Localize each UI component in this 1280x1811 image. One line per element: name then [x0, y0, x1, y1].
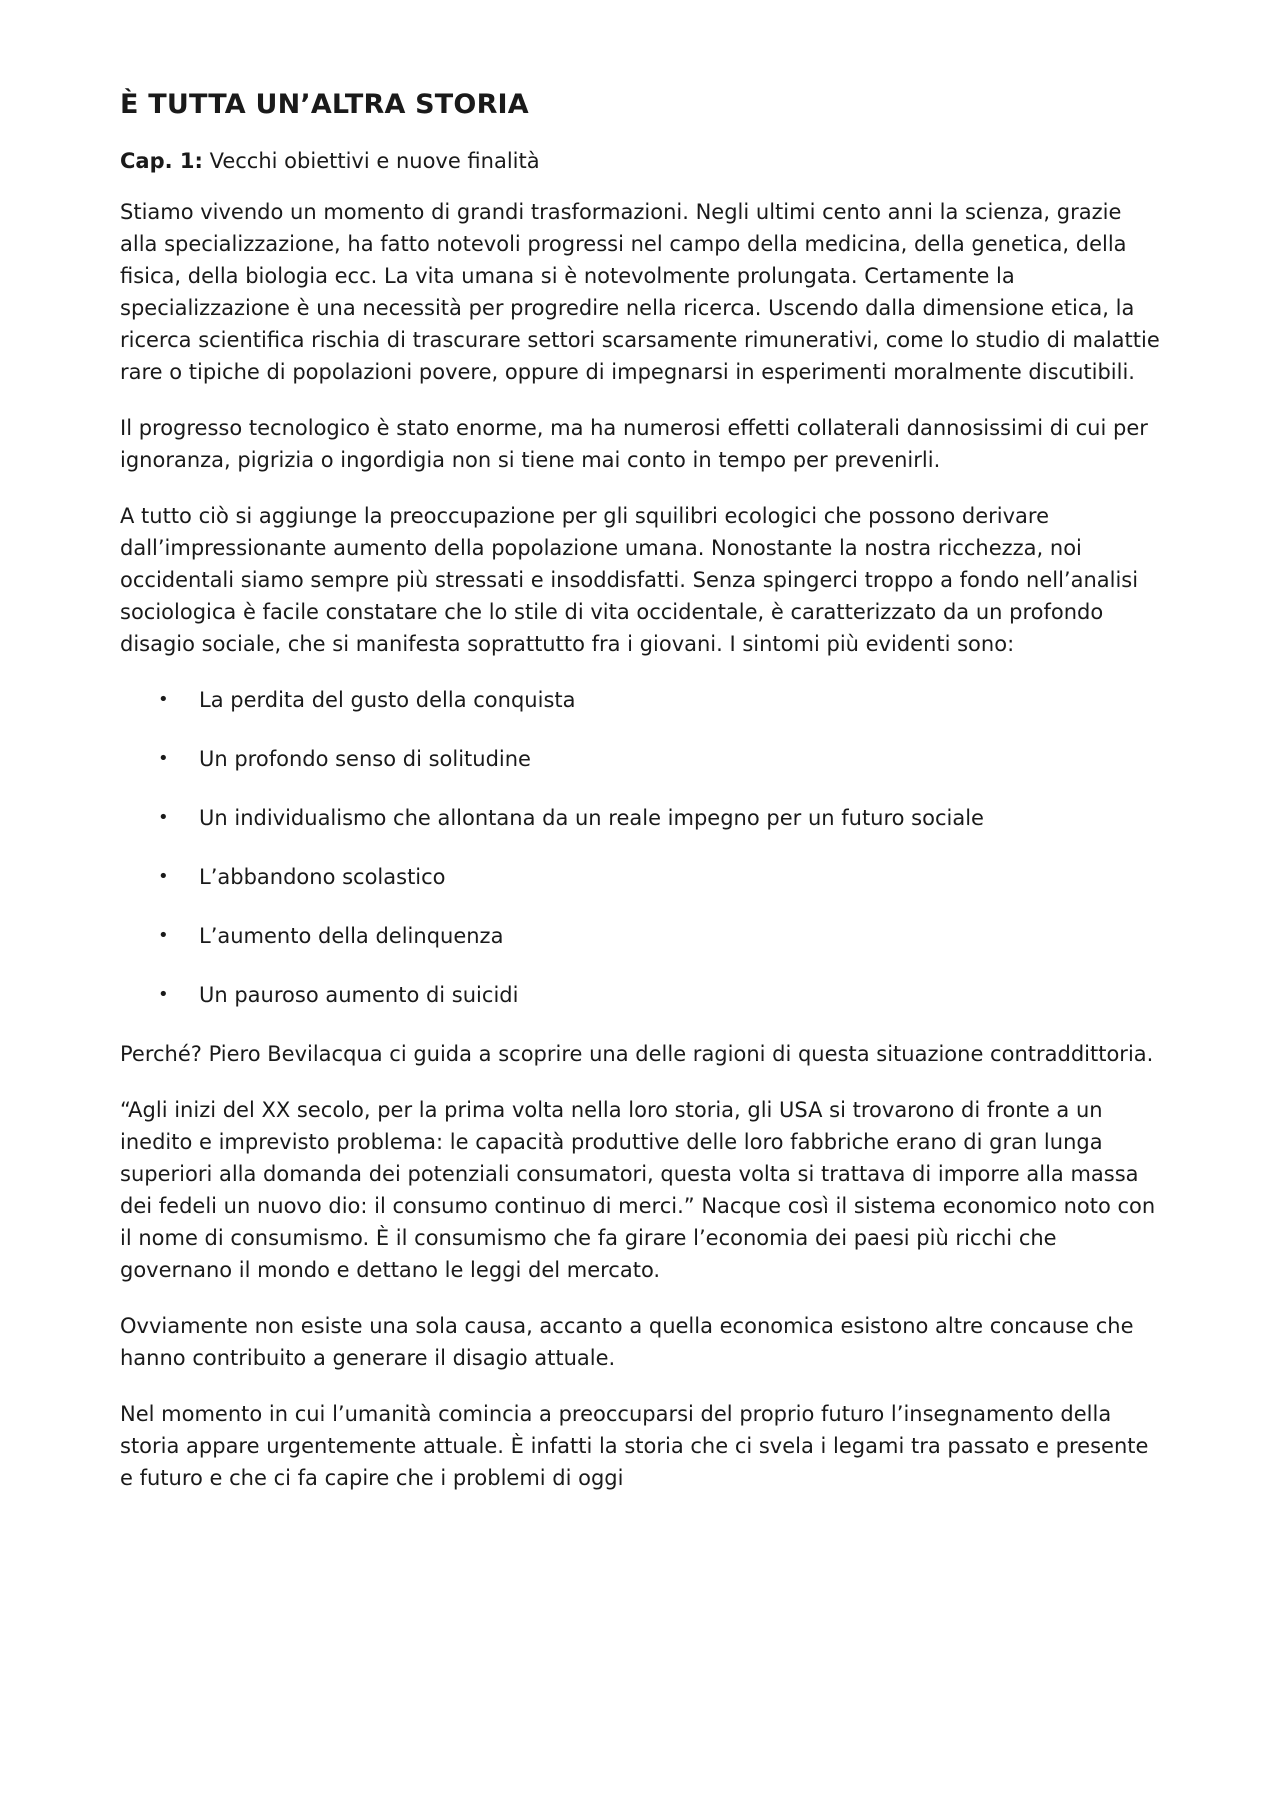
list-item — [120, 802, 1160, 834]
paragraph: Stiamo vivendo un momento di grandi trasformazioni. Negli ultimi cento anni la scienza, grazie alla specializzazione, ha fatto notevoli progressi nel campo della medicina, della genetica, della fisica, della biologia ecc. La vita umana si è notevolmente prolungata. Certamente la specializzazione è una necessità per progredire nella ricerca. Uscendo dalla dimensione etica, la ricerca scientifica rischia di trascurare settori scarsamente rimunerativi, come lo studio di malattie rare o tipiche di popolazioni povere, oppure di impegnarsi in esperimenti moralmente discutibili. — [120, 200, 1160, 384]
list-item — [120, 743, 1160, 775]
symptoms-list — [120, 684, 1160, 1011]
list-item-text: Un pauroso aumento di suicidi — [199, 983, 519, 1007]
bullet-icon: • — [158, 866, 169, 887]
list-item — [120, 979, 1160, 1011]
chapter-label: Cap. 1: — [120, 149, 203, 173]
paragraph: Nel momento in cui l’umanità comincia a preoccuparsi del proprio futuro l’insegnamento della storia appare urgentemente attuale. È infatti la storia che ci svela i legami tra passato e presente e futuro e che ci fa capire che i problemi di oggi — [120, 1402, 1149, 1490]
bullet-icon: • — [158, 807, 169, 828]
bullet-icon: • — [158, 925, 169, 946]
paragraph: A tutto ciò si aggiunge la preoccupazione per gli squilibri ecologici che possono derivare dall’impressionante aumento della popolazione umana. Nonostante la nostra ricchezza, noi occidentali siamo sempre più stressati e insoddisfatti. Senza spingerci troppo a fondo nell’analisi sociologica è facile constatare che lo stile di vita occidentale, è caratterizzato da un profondo disagio sociale, che si manifesta soprattutto fra i giovani. I sintomi più evidenti sono: — [120, 504, 1139, 656]
bullet-icon: • — [158, 689, 169, 710]
document-title: È TUTTA UN’ALTRA STORIA — [120, 89, 529, 120]
list-item — [120, 861, 1160, 893]
list-item-text: L’abbandono scolastico — [199, 865, 446, 889]
bullet-icon: • — [158, 984, 169, 1005]
paragraph: Ovviamente non esiste una sola causa, accanto a quella economica esistono altre concause che hanno contribuito a generare il disagio attuale. — [120, 1314, 1134, 1370]
list-item — [120, 920, 1160, 952]
list-item — [120, 684, 1160, 716]
chapter-heading — [120, 146, 1160, 176]
paragraph: Il progresso tecnologico è stato enorme, ma ha numerosi effetti collaterali dannosissimi di cui per ignoranza, pigrizia o ingordigia non si tiene mai conto in tempo per prevenirli. — [120, 416, 1148, 472]
paragraph: “Agli inizi del XX secolo, per la prima volta nella loro storia, gli USA si trovarono di fronte a un inedito e imprevisto problema: le capacità produttive delle loro fabbriche erano di gran lunga superiori alla domanda dei potenziali consumatori, questa volta si trattava di imporre alla massa dei fedeli un nuovo dio: il consumo continuo di merci.” Nacque così il sistema economico noto con il nome di consumismo. È il consumismo che fa girare l’economia dei paesi più ricchi che governano il mondo e dettano le leggi del mercato. — [120, 1098, 1156, 1282]
paragraph: Perché? Piero Bevilacqua ci guida a scoprire una delle ragioni di questa situazione contraddittoria. — [120, 1042, 1154, 1066]
list-item-text: La perdita del gusto della conquista — [199, 688, 576, 712]
list-item-text: L’aumento della delinquenza — [199, 924, 504, 948]
bullet-icon: • — [158, 748, 169, 769]
list-item-text: Un profondo senso di solitudine — [199, 747, 531, 771]
chapter-subtitle: Vecchi obiettivi e nuove finalità — [209, 149, 540, 173]
list-item-text: Un individualismo che allontana da un reale impegno per un futuro sociale — [199, 806, 984, 830]
